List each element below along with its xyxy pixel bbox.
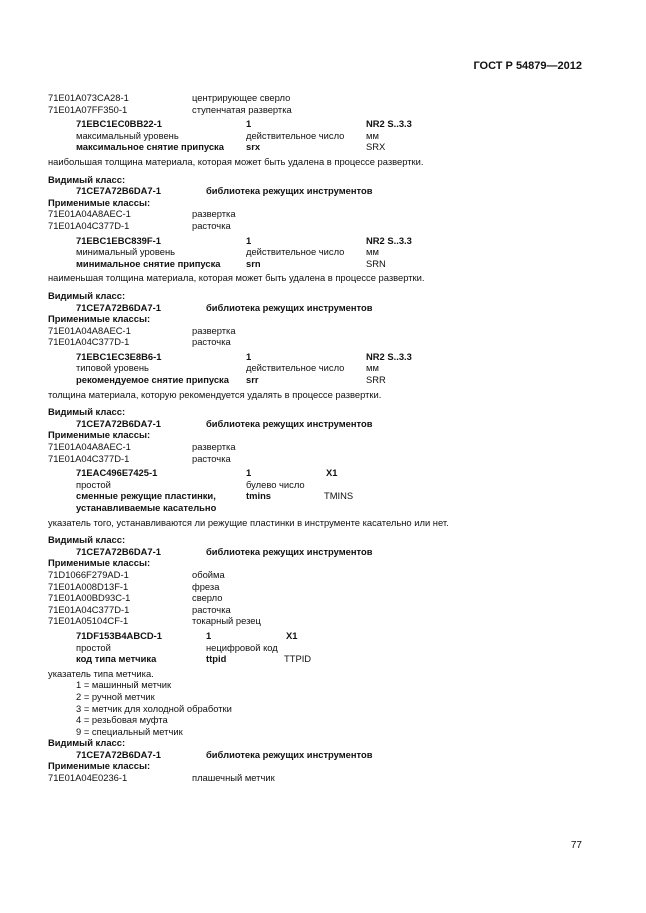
list-item-text: 3 = метчик для холодной обработки	[76, 702, 232, 714]
description-text: указатель типа метчика.	[48, 667, 154, 679]
applicable-class-name: расточка	[192, 452, 231, 464]
property-description	[48, 389, 588, 401]
property-format-code: NR2 S..3.3	[366, 118, 412, 130]
visible-class-label	[48, 290, 588, 302]
property-data-type: нецифровой код	[206, 641, 278, 653]
applicable-classes-label	[48, 313, 588, 325]
visible-class-code: 71CE7A72B6DA7-1	[76, 301, 161, 313]
visible-class-label	[48, 174, 588, 186]
type-list-item	[48, 679, 588, 691]
property-name: рекомендуемое снятие припуска	[76, 374, 229, 386]
visible-class-name: библиотека режущих инструментов	[206, 748, 373, 760]
visible-class-code: 71CE7A72B6DA7-1	[76, 545, 161, 557]
type-list-item	[48, 726, 588, 738]
property-name-row	[48, 374, 588, 386]
description-text: наибольшая толщина материала, которая может быть удалена в процессе развертки.	[48, 155, 424, 167]
visible-class-row	[48, 749, 588, 761]
property-id: 71DF153B4ABCD-1	[76, 629, 162, 641]
description-text: указатель того, устанавливаются ли режущие пластинки в инструменте касательно или нет.	[48, 516, 449, 528]
applicable-class-row	[48, 615, 588, 627]
property-id-row	[48, 630, 588, 642]
property-id: 71EAC496E7425-1	[76, 467, 158, 479]
visible-class-row	[48, 185, 588, 197]
visible-class-label-text: Видимый класс:	[48, 737, 126, 749]
applicable-classes-label	[48, 557, 588, 569]
property-number: 1	[246, 118, 252, 130]
property-type-row	[48, 130, 588, 142]
standard-header: ГОСТ Р 54879—2012	[473, 60, 582, 72]
property-level: типовой уровень	[76, 362, 149, 374]
property-number: 1	[246, 467, 252, 479]
property-symbol-upper: SRX	[366, 141, 386, 153]
page-number: 77	[570, 840, 582, 851]
applicable-class-row	[48, 453, 588, 465]
visible-class-name: библиотека режущих инструментов	[206, 417, 373, 429]
applicable-class-row	[48, 569, 588, 581]
property-unit: мм	[366, 246, 379, 258]
class-code: 71E01A073CA28-1	[48, 92, 129, 103]
applicable-class-name: обойма	[192, 568, 225, 580]
applicable-classes-label	[48, 429, 588, 441]
applicable-classes-label	[48, 760, 588, 772]
applicable-class-name: развертка	[192, 441, 236, 453]
property-name-row	[48, 141, 588, 153]
property-name: сменные режущие пластинки,	[76, 490, 216, 502]
property-name: максимальное снятие припуска	[76, 141, 224, 153]
applicable-class-row	[48, 325, 588, 337]
property-number: 1	[246, 234, 252, 246]
property-name: код типа метчика	[76, 653, 157, 665]
property-description	[48, 272, 588, 284]
applicable-classes-label	[48, 197, 588, 209]
property-format-code: NR2 S..3.3	[366, 234, 412, 246]
applicable-classes-label-text: Применимые классы:	[48, 760, 151, 772]
property-symbol-upper: SRR	[366, 374, 386, 386]
property-symbol: srx	[246, 141, 261, 153]
property-type-row	[48, 246, 588, 258]
property-level: минимальный уровень	[76, 246, 176, 258]
visible-class-label-text: Видимый класс:	[48, 534, 126, 546]
applicable-class-code: 71E01A04A8AEC-1	[48, 441, 131, 453]
property-data-type: действительное число	[246, 246, 345, 258]
visible-class-row	[48, 418, 588, 430]
property-name: минимальное снятие припуска	[76, 257, 221, 269]
property-format-code: NR2 S..3.3	[366, 350, 412, 362]
applicable-class-row	[48, 604, 588, 616]
property-symbol: srn	[246, 257, 261, 269]
property-symbol-upper: SRN	[366, 257, 386, 269]
visible-class-name: библиотека режущих инструментов	[206, 185, 373, 197]
property-type-row	[48, 362, 588, 374]
applicable-class-code: 71E01A04C377D-1	[48, 336, 130, 348]
applicable-class-code: 71E01A00BD93C-1	[48, 592, 131, 604]
description-text: толщина материала, которую рекомендуется удалять в процессе развертки.	[48, 388, 382, 400]
class-name: ступенчатая развертка	[192, 103, 292, 115]
visible-class-label-text: Видимый класс:	[48, 289, 126, 301]
applicable-class-code: 71E01A008D13F-1	[48, 580, 129, 592]
property-name-row	[48, 653, 588, 665]
property-data-type: действительное число	[246, 129, 345, 141]
property-symbol-upper: TMINS	[324, 490, 354, 502]
applicable-class-code: 71E01A04A8AEC-1	[48, 208, 131, 220]
property-id-row	[48, 235, 588, 247]
property-level: простой	[76, 641, 111, 653]
applicable-class-row	[48, 441, 588, 453]
applicable-class-code: 71E01A04C377D-1	[48, 219, 130, 231]
property-level: максимальный уровень	[76, 129, 179, 141]
class-row	[48, 104, 588, 116]
applicable-class-row	[48, 208, 588, 220]
property-data-type: действительное число	[246, 362, 345, 374]
applicable-class-code: 71E01A04C377D-1	[48, 603, 130, 615]
type-list-item	[48, 703, 588, 715]
visible-class-row	[48, 302, 588, 314]
class-name: центрирующее сверло	[192, 92, 291, 103]
applicable-class-name: расточка	[192, 603, 231, 615]
applicable-classes-label-text: Применимые классы:	[48, 557, 151, 569]
description-text: наименьшая толщина материала, которая может быть удалена в процессе развертки.	[48, 272, 425, 284]
visible-class-code: 71CE7A72B6DA7-1	[76, 185, 161, 197]
property-unit: мм	[366, 129, 379, 141]
visible-class-label	[48, 737, 588, 749]
applicable-class-name: расточка	[192, 219, 231, 231]
class-code: 71E01A07FF350-1	[48, 103, 128, 115]
property-description	[48, 156, 588, 168]
property-unit: мм	[366, 362, 379, 374]
applicable-class-name: расточка	[192, 336, 231, 348]
applicable-class-row	[48, 772, 588, 784]
property-symbol-upper: TTPID	[284, 653, 312, 665]
property-number: 1	[246, 350, 252, 362]
property-description	[48, 517, 588, 529]
applicable-class-name: развертка	[192, 208, 236, 220]
applicable-class-code: 71E01A04C377D-1	[48, 452, 130, 464]
applicable-class-name: токарный резец	[192, 615, 261, 627]
visible-class-name: библиотека режущих инструментов	[206, 301, 373, 313]
applicable-class-row	[48, 581, 588, 593]
applicable-class-code: 71E01A04E0236-1	[48, 772, 128, 784]
applicable-class-name: развертка	[192, 324, 236, 336]
property-name-row	[48, 502, 588, 514]
property-id: 71EBC1EC3E8B6-1	[76, 350, 162, 362]
type-list-item	[48, 691, 588, 703]
visible-class-label	[48, 534, 588, 546]
property-symbol: ttpid	[206, 653, 227, 665]
applicable-class-name: фреза	[192, 580, 220, 592]
property-name: устанавливаемые касательно	[76, 502, 217, 513]
applicable-class-code: 71E01A05104CF-1	[48, 615, 129, 627]
property-id-row	[48, 118, 588, 130]
visible-class-label-text: Видимый класс:	[48, 173, 126, 185]
property-level: простой	[76, 478, 111, 490]
visible-class-label	[48, 406, 588, 418]
visible-class-name: библиотека режущих инструментов	[206, 545, 373, 557]
applicable-class-row	[48, 220, 588, 232]
list-item-text: 2 = ручной метчик	[76, 690, 155, 702]
property-id: 71EBC1EBC839F-1	[76, 234, 161, 246]
applicable-class-row	[48, 336, 588, 348]
applicable-classes-label-text: Применимые классы:	[48, 313, 151, 325]
list-item-text: 1 = машинный метчик	[76, 679, 172, 691]
property-type-row	[48, 479, 588, 491]
applicable-class-name: плашечный метчик	[192, 772, 275, 784]
visible-class-code: 71CE7A72B6DA7-1	[76, 417, 161, 429]
applicable-class-row	[48, 592, 588, 604]
applicable-class-code: 71D1066F279AD-1	[48, 568, 129, 580]
property-id: 71EBC1EC0BB22-1	[76, 118, 162, 130]
visible-class-label-text: Видимый класс:	[48, 406, 126, 418]
visible-class-code: 71CE7A72B6DA7-1	[76, 748, 161, 760]
applicable-class-code: 71E01A04A8AEC-1	[48, 324, 131, 336]
property-format-code: X1	[326, 467, 338, 479]
applicable-class-name: сверло	[192, 592, 223, 604]
applicable-classes-label-text: Применимые классы:	[48, 429, 151, 441]
property-id-row	[48, 467, 588, 479]
type-list-item	[48, 714, 588, 726]
property-data-type: булево число	[246, 478, 305, 490]
list-item-text: 4 = резьбовая муфта	[76, 714, 168, 726]
property-id-row	[48, 351, 588, 363]
property-description	[48, 668, 588, 680]
list-item-text: 9 = специальный метчик	[76, 725, 183, 737]
property-format-code: X1	[286, 629, 298, 641]
applicable-classes-label-text: Применимые классы:	[48, 196, 151, 208]
property-type-row	[48, 642, 588, 654]
class-row	[48, 92, 588, 104]
property-name-row	[48, 258, 588, 270]
property-symbol: srr	[246, 374, 259, 386]
page-content	[48, 92, 588, 784]
property-name-row	[48, 490, 588, 502]
property-symbol: tmins	[246, 490, 272, 502]
visible-class-row	[48, 546, 588, 558]
property-number: 1	[206, 629, 212, 641]
